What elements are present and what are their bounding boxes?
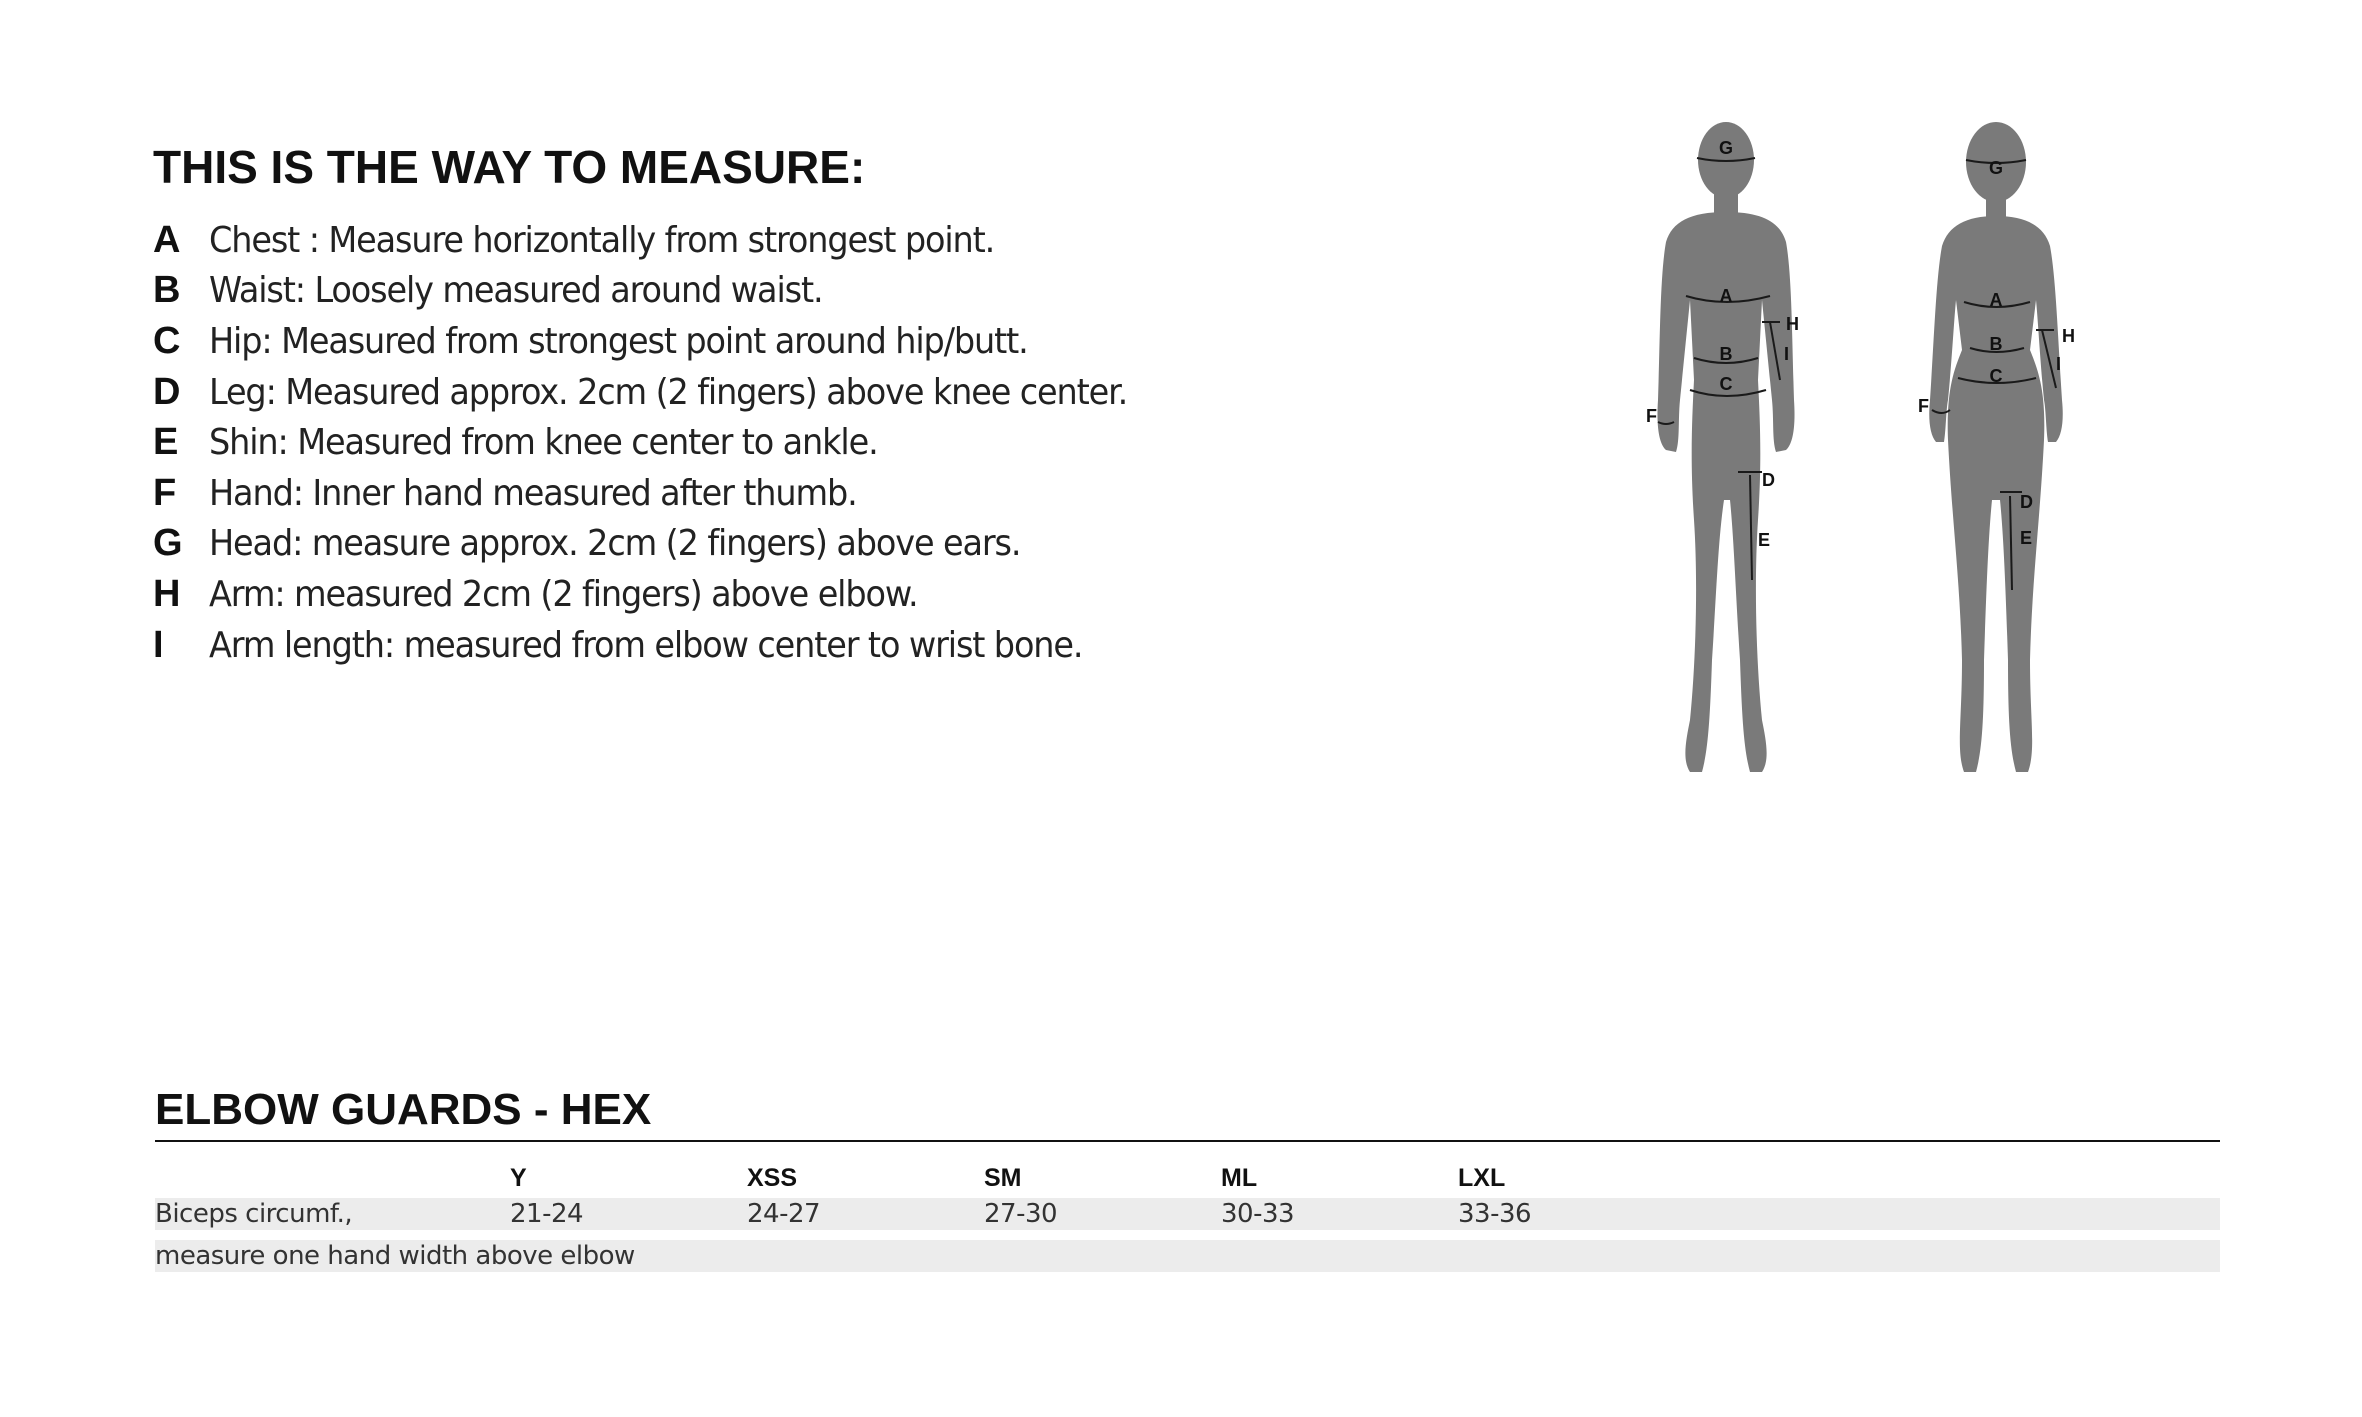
header-label-cell — [155, 1158, 510, 1198]
row-value: 27-30 — [984, 1198, 1221, 1230]
measure-item-b — [153, 266, 1196, 317]
table-row — [155, 1240, 2220, 1272]
label-e: E — [2020, 528, 2033, 548]
row-spacer — [155, 1230, 2220, 1240]
measure-text: Hip: Measured from strongest point around hip/butt. — [209, 320, 1028, 362]
measure-guide-title: THIS IS THE WAY TO MEASURE: — [153, 141, 866, 193]
row-value — [1458, 1240, 1695, 1272]
measure-list — [153, 215, 1196, 670]
measure-item-e — [153, 417, 1196, 468]
spacer-cell — [155, 1230, 2220, 1240]
measure-text: Head: measure approx. 2cm (2 fingers) above ears. — [209, 523, 1021, 565]
measure-letter: B — [153, 269, 181, 312]
measure-text: Shin: Measured from knee center to ankle. — [209, 422, 878, 464]
row-filler — [1695, 1198, 2220, 1230]
row-filler — [1695, 1240, 2220, 1272]
label-e: E — [1758, 530, 1771, 550]
measure-letter: A — [153, 218, 181, 261]
measure-item-d — [153, 367, 1196, 418]
label-c: C — [1989, 366, 2003, 386]
size-header-lxl: LXL — [1458, 1163, 1506, 1192]
table-row — [155, 1198, 2220, 1230]
body-measurement-figures — [1590, 100, 2130, 800]
row-value: 30-33 — [1221, 1198, 1458, 1230]
label-f: F — [1646, 406, 1657, 426]
row-value: 24-27 — [747, 1198, 984, 1230]
label-i: I — [1784, 344, 1790, 364]
label-c: C — [1719, 374, 1733, 394]
measure-item-a — [153, 215, 1196, 266]
measure-item-g — [153, 519, 1196, 570]
measure-item-c — [153, 316, 1196, 367]
size-table — [155, 1158, 2220, 1272]
table-header-row — [155, 1158, 2220, 1198]
label-a: A — [1989, 290, 2003, 310]
measure-letter: I — [153, 623, 164, 666]
measure-text: Hand: Inner hand measured after thumb. — [209, 472, 857, 514]
measure-text: Arm: measured 2cm (2 fingers) above elbow. — [209, 573, 918, 615]
row-value — [1221, 1240, 1458, 1272]
size-header-sm: SM — [984, 1163, 1022, 1192]
size-header-y: Y — [510, 1163, 527, 1192]
measure-letter: E — [153, 421, 179, 464]
row-value: 33-36 — [1458, 1198, 1695, 1230]
label-f: F — [1918, 396, 1929, 416]
label-a: A — [1719, 286, 1733, 306]
measure-text: Leg: Measured approx. 2cm (2 fingers) above knee center. — [209, 371, 1128, 413]
label-d: D — [2020, 492, 2033, 512]
row-label: Biceps circumf., — [155, 1198, 510, 1230]
measure-letter: H — [153, 572, 181, 615]
row-value — [984, 1240, 1221, 1272]
male-figure — [1657, 122, 1794, 772]
measure-item-f — [153, 468, 1196, 519]
measure-letter: D — [153, 370, 181, 413]
label-g: G — [1988, 158, 2004, 178]
size-header-ml: ML — [1221, 1163, 1258, 1192]
row-label: measure one hand width above elbow — [155, 1240, 984, 1272]
measure-text: Arm length: measured from elbow center to wrist bone. — [209, 624, 1083, 666]
label-b: B — [1989, 334, 2003, 354]
label-g: G — [1718, 138, 1734, 158]
label-d: D — [1762, 470, 1775, 490]
size-header-xss: XSS — [747, 1163, 798, 1192]
size-table-title: ELBOW GUARDS - HEX — [155, 1085, 652, 1134]
measure-text: Waist: Loosely measured around waist. — [209, 270, 823, 312]
label-i: I — [2056, 354, 2062, 374]
measure-letter: F — [153, 471, 177, 514]
label-h: H — [2062, 326, 2075, 346]
header-filler — [1695, 1158, 2220, 1198]
measure-item-i — [153, 620, 1196, 671]
measure-item-h — [153, 569, 1196, 620]
row-value: 21-24 — [510, 1198, 747, 1230]
title-divider — [155, 1140, 2220, 1142]
female-figure — [1929, 122, 2063, 772]
measure-text: Chest : Measure horizontally from strongest point. — [209, 219, 995, 261]
measure-letter: G — [153, 522, 183, 565]
label-b: B — [1719, 344, 1733, 364]
label-h: H — [1786, 314, 1799, 334]
measure-letter: C — [153, 319, 181, 362]
